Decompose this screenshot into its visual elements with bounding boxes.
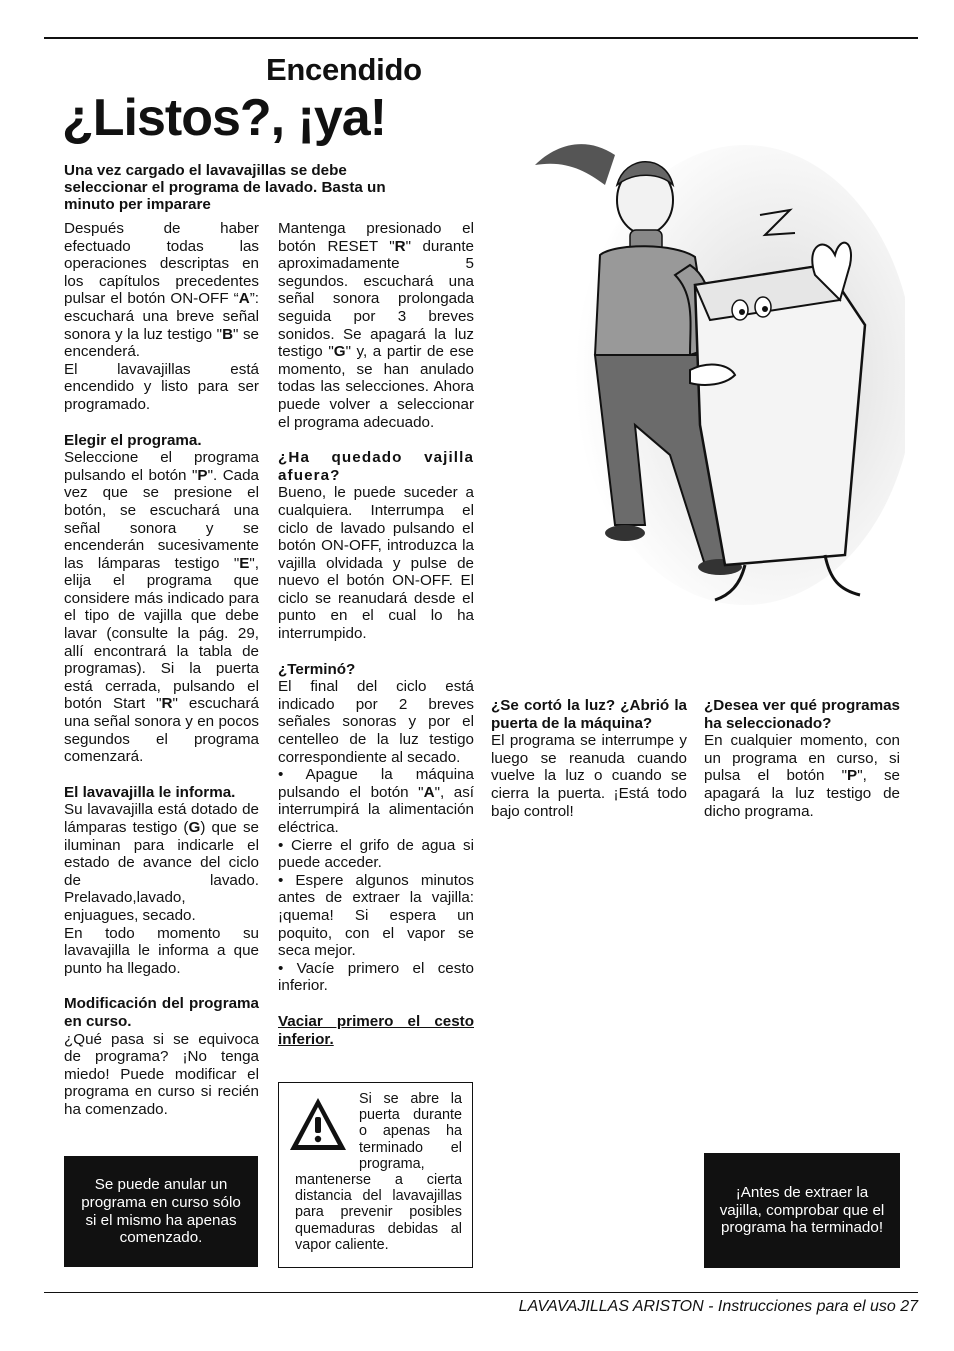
paragraph-ver-programas: En cualquier momento, con un programa en curso, si pulsa el botón "P", se apagará la luz testigo de dicho programa. — [704, 732, 901, 820]
paragraph-encendido: Después de haber efectuado todas las operaciones descriptas en los capítulos precedentes pulsar el botón ON-OFF “A”: escuchará una breve señal sonora y la luz testigo "B" se encenderá. — [64, 220, 259, 361]
page-title: ¿Listos?, ¡ya! — [62, 89, 387, 147]
note-box-anular: Se puede anular un programa en curso sólo si el mismo ha apenas comenzado. — [64, 1156, 258, 1267]
woman-with-dishwasher-illustration — [495, 125, 905, 615]
note-box-comprobar: ¡Antes de extraer la vajilla, comprobar que el programa ha terminado! — [704, 1153, 900, 1268]
top-rule — [44, 37, 918, 39]
paragraph-elegir: Seleccione el programa pulsando el botón "P". Cada vez que se presione el botón, se escuchará una señal sonora y se encenderán sucesivamente las lámparas testigo "E", elija el programa que considere más indicado para el tipo de vajilla que debe lavar (consulte la pág. 29, allí encontrará la tabla de programas). Si la puerta está cerrada, pulsando el botón Start "R" escuchará una señal sonora y en pocos segundos el programa comenzará. — [64, 449, 259, 766]
paragraph-termino: El final del ciclo está indicado por 2 breves señales sonoras y por el centelleo de la luz testigo correspondiente al secado. — [278, 678, 474, 766]
heading-termino: ¿Terminó? — [278, 660, 356, 678]
page-footer: LAVAVAJILLAS ARISTON - Instrucciones para el uso 27 — [518, 1298, 918, 1315]
column-3 — [491, 697, 687, 820]
column-1 — [64, 220, 259, 1119]
bullet-vacie: • Vacíe primero el cesto inferior. — [278, 959, 474, 995]
bullet-espere: • Espere algunos minutos antes de extraer la vajilla: ¡quema! Si espera un poquito, con el vapor se seca mejor. — [278, 871, 474, 960]
bullet-grifo: • Cierre el grifo de agua si puede acceder. — [278, 836, 474, 872]
heading-informa: El lavavajilla le informa. — [64, 783, 236, 801]
paragraph-informa: Su lavavajilla está dotado de lámparas testigo (G) que se iluminan para indicarle el estado de avance del ciclo de lavado. Prelavado,lavado, enjuagues, secado. — [64, 801, 259, 924]
column-4 — [704, 697, 900, 820]
heading-modificacion: Modificación del programa en curso. — [64, 995, 259, 1030]
paragraph-informa-2: En todo momento su lavavajilla le informa a que punto ha llegado. — [64, 924, 259, 977]
paragraph-luz: El programa se interrumpe y luego se reanuda cuando vuelve la luz o cuando se cierra la puerta. ¡Está todo bajo control! — [491, 732, 687, 820]
paragraph-reset: Mantenga presionado el botón RESET "R" durante aproximadamente 5 segundos. escuchará una señal sonora prolongada seguida por 3 breves sonidos. Se apagará la luz testigo "G" y, a partir de ese momento, se han anulado todas las selecciones. Ahora puede volver a seleccionar el programa adecuado. — [278, 220, 475, 431]
heading-elegir: Elegir el programa. — [64, 431, 202, 449]
intro-text: Una vez cargado el lavavajillas se debe seleccionar el programa de lavado. Basta un minuto per imparare — [64, 162, 386, 213]
heading-luz: ¿Se cortó la luz? ¿Abrió la puerta de la máquina? — [491, 697, 687, 732]
paragraph-listo: El lavavajillas está encendido y listo para ser programado. — [64, 360, 259, 413]
heading-vajilla-afuera: ¿Ha quedado vajilla afuera? — [278, 449, 474, 484]
bullet-apague: • Apague la máquina pulsando el botón "A", así interrumpirá la alimentación eléctrica. — [278, 766, 475, 836]
heading-ver-programas: ¿Desea ver qué programas ha seleccionado? — [704, 697, 900, 732]
warning-triangle-icon — [287, 1095, 349, 1153]
paragraph-vajilla-afuera: Bueno, le puede suceder a cualquiera. Interrumpa el ciclo de lavado pulsando el botón ON-OFF, introduzca la vajilla olvidada y pulse de nuevo el botón ON-OFF. El ciclo se reanudará desde el punto en el cual lo ha interrumpido. — [278, 484, 474, 643]
bottom-rule — [44, 1292, 918, 1293]
section-title: Encendido — [266, 52, 422, 87]
warning-text: Si se abre la puerta durante o apenas ha terminado el programa, mantenerse a cierta distancia del lavavajillas para prevenir posibles quemaduras debidas al vapor caliente. — [295, 1091, 462, 1253]
paragraph-modificacion: ¿Qué pasa si se equivoca de programa? ¡No tenga miedo! Puede modificar el programa en curso si recién ha comenzado. — [64, 1030, 259, 1118]
warning-box — [278, 1082, 473, 1268]
underlined-note: Vaciar primero el cesto inferior. — [278, 1012, 474, 1048]
column-2 — [278, 220, 474, 1048]
